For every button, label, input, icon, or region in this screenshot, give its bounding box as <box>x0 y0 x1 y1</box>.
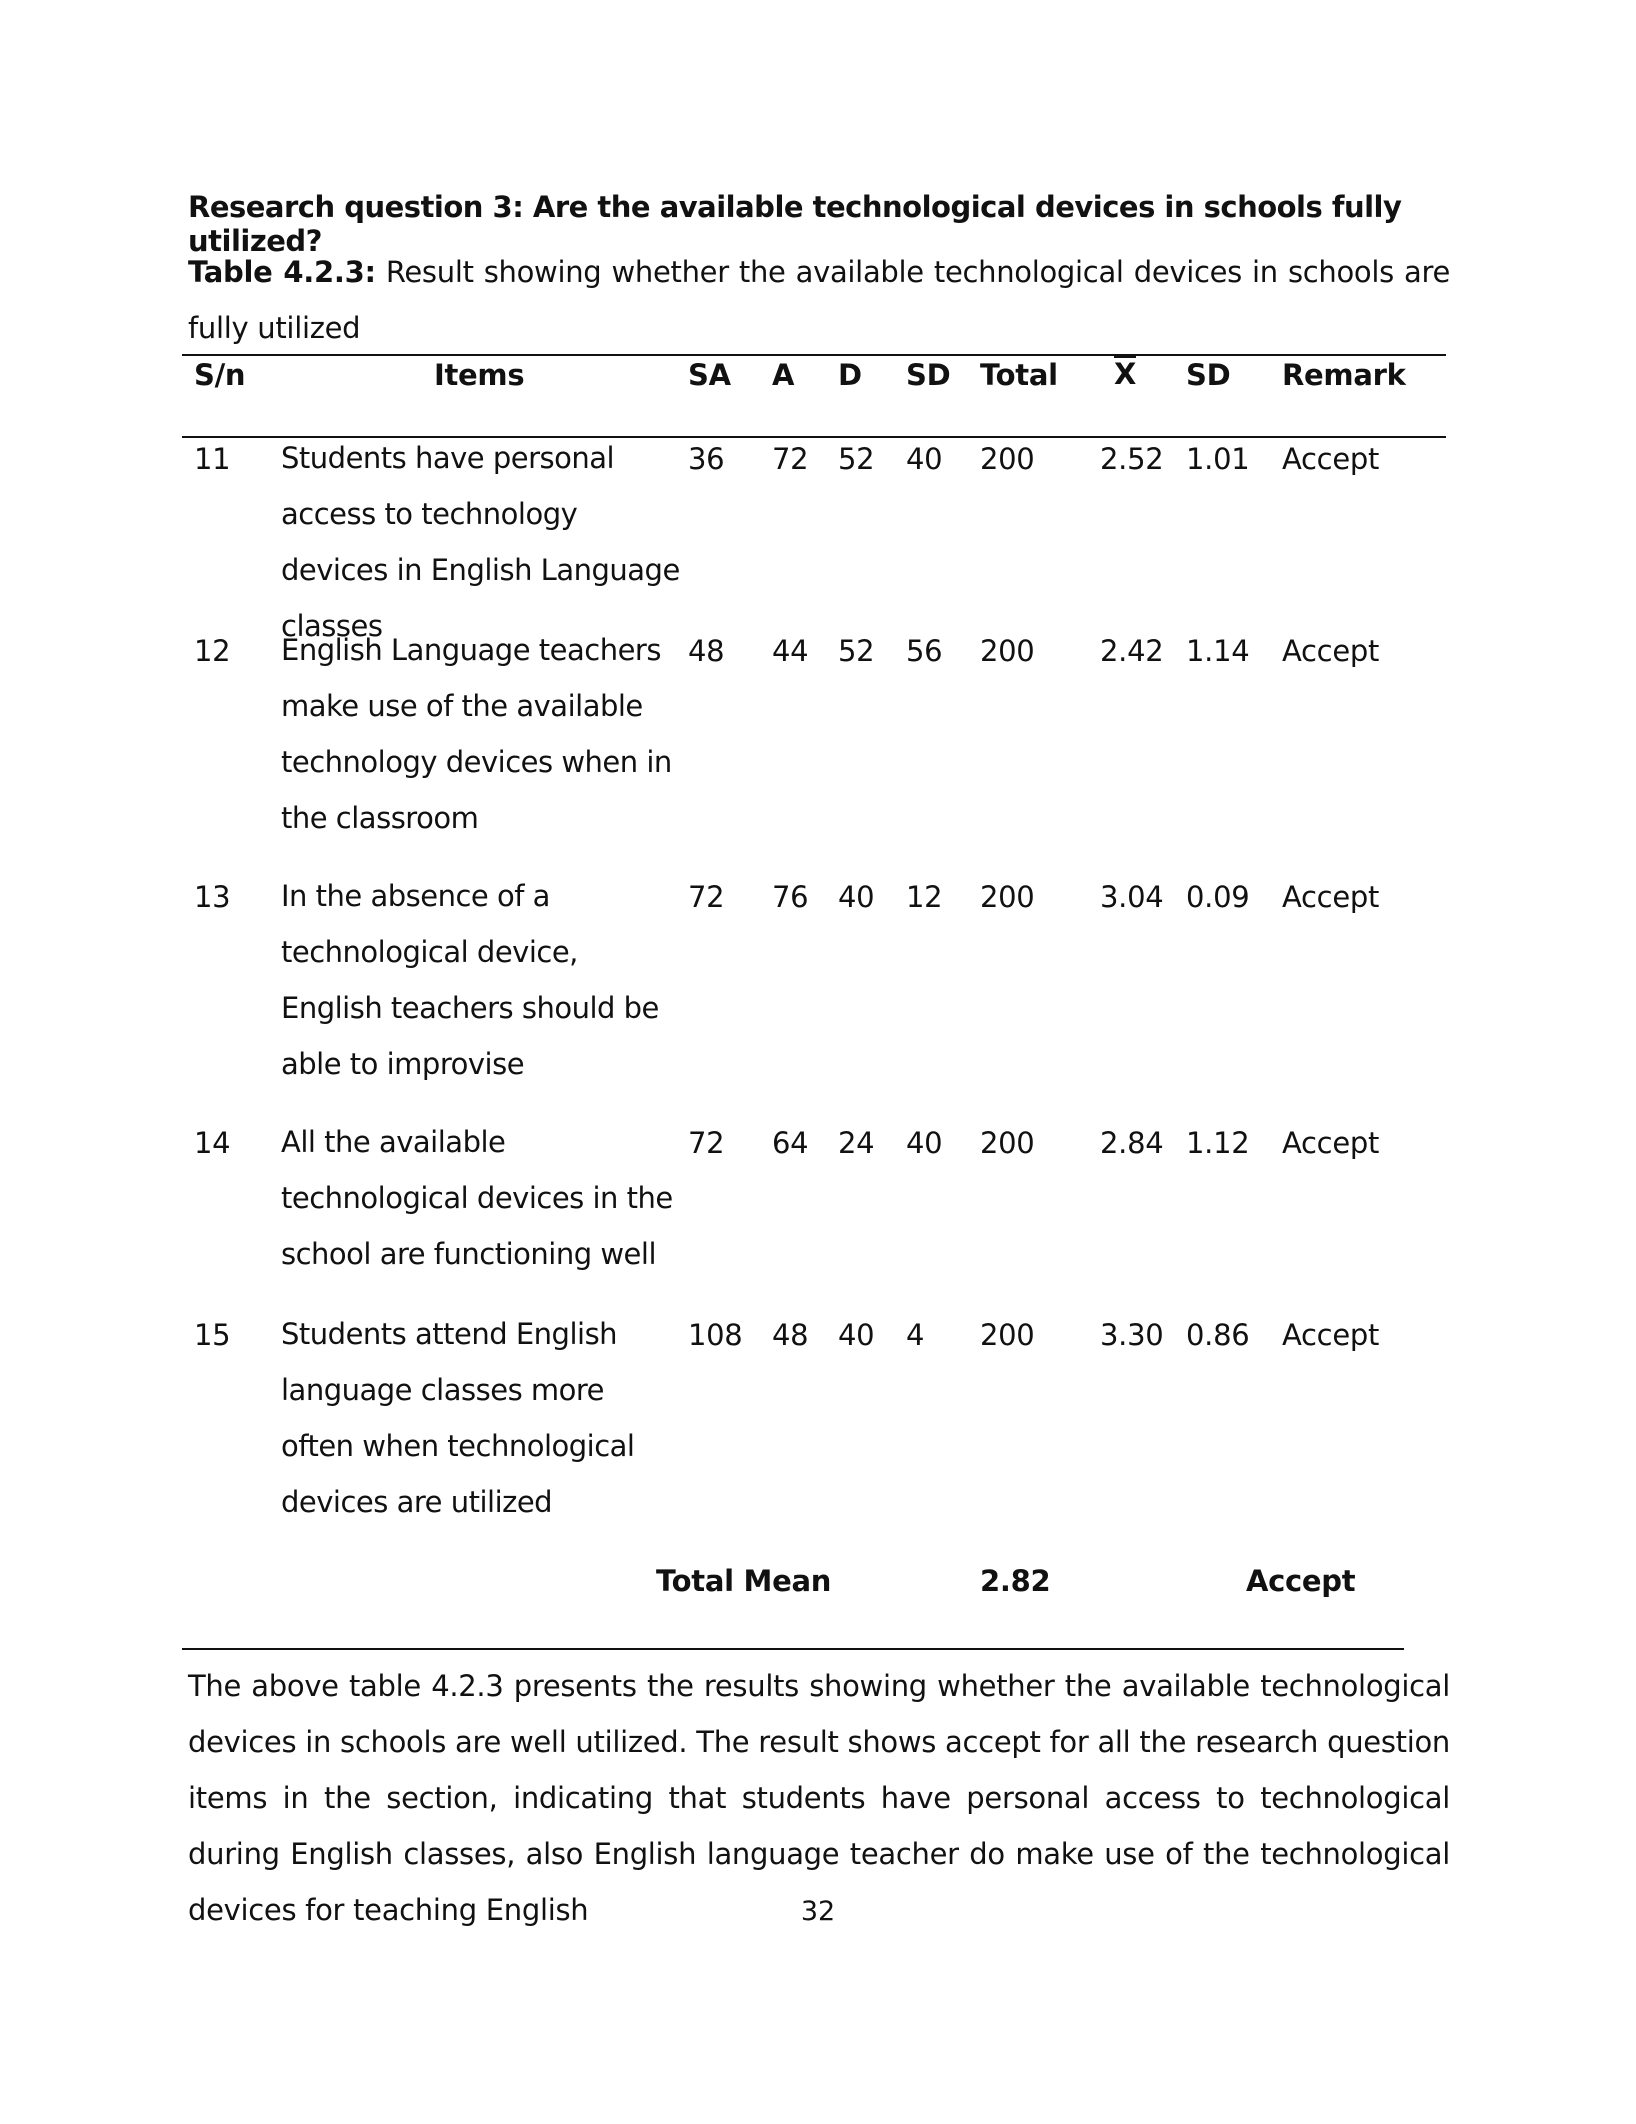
row-std: 1.14 <box>1186 634 1250 668</box>
row-std: 1.01 <box>1186 442 1250 476</box>
total-mean-value: 2.82 <box>980 1564 1051 1598</box>
total-mean-remark: Accept <box>1246 1564 1356 1598</box>
row-total: 200 <box>980 634 1035 668</box>
row-item: In the absence of a technological device, English teachers should be able to improvise <box>281 879 659 1081</box>
row-item: Students attend English language classes more often when technological devices are utilized <box>281 1317 635 1519</box>
row-sn: 11 <box>194 442 231 476</box>
row-sa: 108 <box>688 1318 743 1352</box>
row-total: 200 <box>980 1318 1035 1352</box>
row-total: 200 <box>980 880 1035 914</box>
header-items: Items <box>434 358 525 392</box>
row-remark: Accept <box>1282 442 1380 476</box>
row-sn: 14 <box>194 1126 231 1160</box>
header-d: D <box>838 358 862 392</box>
row-mean: 2.42 <box>1100 634 1164 668</box>
table-top-rule <box>182 354 1446 356</box>
row-a: 64 <box>772 1126 809 1160</box>
page-number: 32 <box>800 1896 836 1927</box>
row-remark: Accept <box>1282 1318 1380 1352</box>
row-total: 200 <box>980 442 1035 476</box>
row-std: 0.86 <box>1186 1318 1250 1352</box>
table-caption-text: Result showing whether the available technological devices in schools are fully utilized <box>188 255 1450 345</box>
row-a: 48 <box>772 1318 809 1352</box>
row-item: Students have personal access to technology devices in English Language classes <box>281 441 680 643</box>
row-a: 44 <box>772 634 809 668</box>
row-remark: Accept <box>1282 1126 1380 1160</box>
header-a: A <box>772 358 795 392</box>
header-total: Total <box>980 358 1058 392</box>
body-paragraph: The above table 4.2.3 presents the results showing whether the available technological devices in schools are well utilized. The result shows accept for all the research question items in the section, indicating that students have personal access to technological during English classes, also English language teacher do make use of the technological devices for teaching English <box>188 1669 1450 1927</box>
row-sd: 40 <box>906 1126 943 1160</box>
row-total: 200 <box>980 1126 1035 1160</box>
row-std: 1.12 <box>1186 1126 1250 1160</box>
row-d: 40 <box>838 1318 875 1352</box>
row-d: 52 <box>838 442 875 476</box>
table-caption-label: Table 4.2.3: <box>188 255 376 289</box>
row-remark: Accept <box>1282 880 1380 914</box>
research-question-heading: Research question 3: Are the available technological devices in schools fully utilized? <box>188 190 1402 258</box>
row-sa: 48 <box>688 634 725 668</box>
row-d: 24 <box>838 1126 875 1160</box>
header-remark: Remark <box>1282 358 1406 392</box>
header-sa: SA <box>688 358 731 392</box>
header-std: SD <box>1186 358 1231 392</box>
row-sa: 36 <box>688 442 725 476</box>
table-caption <box>188 244 1450 356</box>
row-sd: 56 <box>906 634 943 668</box>
row-mean: 3.30 <box>1100 1318 1164 1352</box>
row-a: 76 <box>772 880 809 914</box>
row-remark: Accept <box>1282 634 1380 668</box>
table-bottom-rule <box>182 1648 1404 1650</box>
row-sn: 13 <box>194 880 231 914</box>
row-sa: 72 <box>688 880 725 914</box>
total-mean-label: Total Mean <box>656 1564 832 1598</box>
row-sa: 72 <box>688 1126 725 1160</box>
header-sn: S/n <box>194 358 246 392</box>
header-sd: SD <box>906 358 951 392</box>
header-mean-symbol: X <box>1114 357 1137 391</box>
row-d: 52 <box>838 634 875 668</box>
row-sn: 15 <box>194 1318 231 1352</box>
row-sd: 40 <box>906 442 943 476</box>
row-mean: 3.04 <box>1100 880 1164 914</box>
row-item: All the available technological devices in the school are functioning well <box>281 1125 673 1271</box>
row-item: English Language teachers make use of the available technology devices when in the classroom <box>281 633 672 835</box>
row-std: 0.09 <box>1186 880 1250 914</box>
row-mean: 2.84 <box>1100 1126 1164 1160</box>
row-sd: 12 <box>906 880 943 914</box>
header-mean <box>1114 356 1136 391</box>
row-d: 40 <box>838 880 875 914</box>
row-a: 72 <box>772 442 809 476</box>
row-sd: 4 <box>906 1318 925 1352</box>
row-sn: 12 <box>194 634 231 668</box>
row-mean: 2.52 <box>1100 442 1164 476</box>
